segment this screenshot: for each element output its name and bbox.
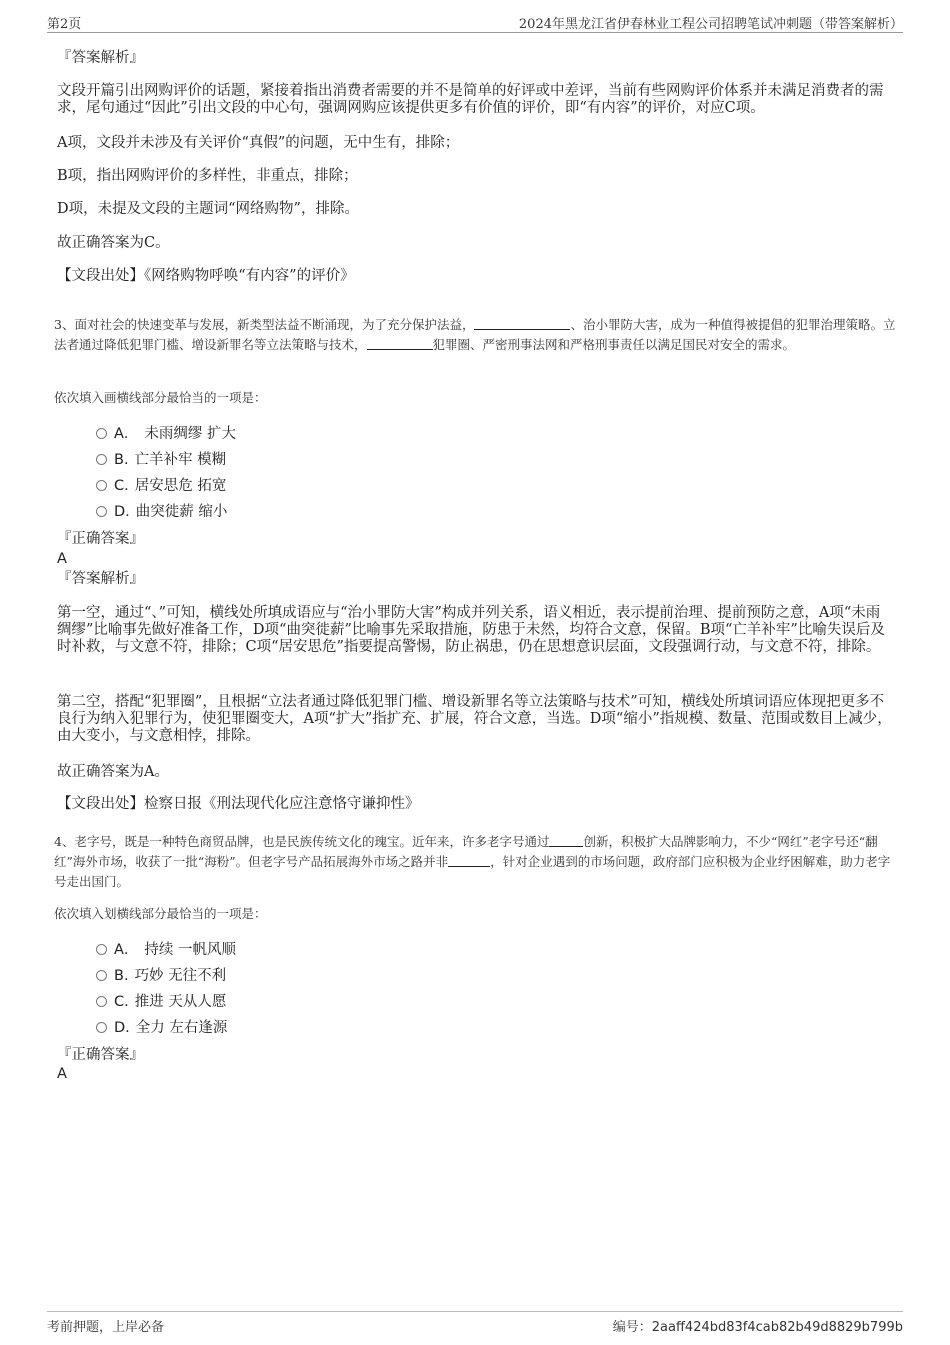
q4-option-a[interactable]: A． 持续 一帆风顺 — [96, 941, 236, 959]
radio-icon[interactable] — [96, 506, 107, 517]
q3-analysis-paragraph-2: 第二空，搭配“犯罪圈”，且根据“立法者通过降低犯罪门槛、增设新罪名等立法策略与技术”可知，横线处所填词语应体现把更多不良行为纳入犯罪行为，使犯罪圈变大，A项“扩大”指扩充、扩展，符合文意，当选。D项“缩小”指规模、数量、范围或数目上减少，由大变小，与文意相悖，排除。 — [57, 694, 892, 744]
q3-conclusion: 故正确答案为A。 — [57, 764, 169, 780]
radio-icon[interactable] — [96, 996, 107, 1007]
q4-blank-2 — [448, 854, 490, 867]
q3-option-d[interactable]: D. 曲突徙薪 缩小 — [96, 503, 227, 521]
q3-option-a[interactable]: A． 未雨绸缪 扩大 — [96, 425, 236, 443]
q2-analysis-heading: 『答案解析』 — [57, 50, 144, 66]
q2-analysis-option-d: D项，未提及文段的主题词“网络购物”，排除。 — [57, 201, 359, 217]
q2-analysis-paragraph: 文段开篇引出网购评价的话题，紧接着指出消费者需要的并不是简单的好评或中差评，当前有些网购评价体系并未满足消费者的需求，尾句通过“因此”引出文段的中心句，强调网购应该提供更多有价值的评价，即“有内容”的评价，对应C项。 — [57, 83, 884, 116]
q4-prompt: 依次填入划横线部分最恰当的一项是： — [54, 906, 267, 921]
page-footer — [47, 1311, 903, 1342]
q4-stem: 4、老字号，既是一种特色商贸品牌，也是民族传统文化的瑰宝。近年来，许多老字号通过 创新，积极扩大品牌影响力，不少“网红”老字号还“翻红”海外市场，收获了一批“海粉”。但老字号产品拓展海外市场之路并非 ，针对企业遇到的市场问题，政府部门应积极为企业纾困解难，助力老字号走出国门。 — [54, 834, 891, 889]
q4-option-b[interactable]: B. 巧妙 无往不利 — [96, 967, 226, 985]
q2-analysis-option-a: A项，文段并未涉及有关评价“真假”的问题，无中生有，排除； — [57, 135, 460, 151]
q3-stem: 3、面对社会的快速变革与发展，新类型法益不断涌现，为了充分保护法益， 、治小罪防大害，成为一种值得被提倡的犯罪治理策略。立法者通过降低犯罪门槛、增设新罪名等立法策略与技术， 犯罪圈、严密刑事法网和严格刑事责任以满足国民对安全的需求。 — [54, 317, 896, 352]
q4-option-c[interactable]: C. 推进 天从人愿 — [96, 993, 226, 1011]
radio-icon[interactable] — [96, 454, 107, 465]
radio-icon[interactable] — [96, 428, 107, 439]
q2-conclusion: 故正确答案为C。 — [57, 235, 170, 251]
radio-icon[interactable] — [96, 480, 107, 491]
q2-source: 【文段出处】《网络购物呼唤“有内容”的评价》 — [57, 268, 355, 284]
q3-blank-2 — [367, 337, 433, 350]
page-header — [47, 10, 903, 33]
document-title: 2024年黑龙江省伊春林业工程公司招聘笔试冲刺题（带答案解析） — [518, 17, 903, 32]
q3-option-b[interactable]: B. 亡羊补牢 模糊 — [96, 451, 226, 469]
radio-icon[interactable] — [96, 970, 107, 981]
q3-analysis-paragraph-1: 第一空，通过“、”可知，横线处所填成语应与“治小罪防大害”构成并列关系，语义相近，表示提前治理、提前预防之意，A项“未雨绸缪”比喻事先做好准备工作，D项“曲突徙薪”比喻事先采取措施，防患于未然，均符合文意，保留。B项“亡羊补牢”比喻失误后及时补救，与文意不符，排除；C项“居安思危”指要提高警惕，防止祸患，仍在思想意识层面，文段强调行动，与文意不符，排除。 — [57, 605, 885, 655]
q4-answer: A — [57, 1066, 67, 1082]
q3-option-c[interactable]: C. 居安思危 拓宽 — [96, 477, 226, 495]
document-code: 编号：2aaff424bd83f4cab82b49d8829b799b — [612, 1320, 903, 1335]
radio-icon[interactable] — [96, 944, 107, 955]
q3-analysis-heading: 『答案解析』 — [57, 571, 144, 587]
q3-answer-heading: 『正确答案』 — [57, 531, 144, 547]
q3-prompt: 依次填入画横线部分最恰当的一项是： — [54, 390, 267, 405]
q4-answer-heading: 『正确答案』 — [57, 1047, 144, 1063]
q3-source: 【文段出处】检察日报《刑法现代化应注意恪守谦抑性》 — [57, 796, 420, 812]
q2-analysis-option-b: B项，指出网购评价的多样性，非重点，排除； — [57, 168, 358, 184]
q4-option-d[interactable]: D. 全力 左右逢源 — [96, 1019, 227, 1037]
page-number: 第2页 — [47, 17, 82, 32]
q3-answer: A — [57, 551, 67, 567]
footer-slogan: 考前押题，上岸必备 — [47, 1320, 165, 1335]
q3-blank-1 — [474, 317, 570, 330]
radio-icon[interactable] — [96, 1022, 107, 1033]
q4-blank-1 — [549, 834, 583, 847]
